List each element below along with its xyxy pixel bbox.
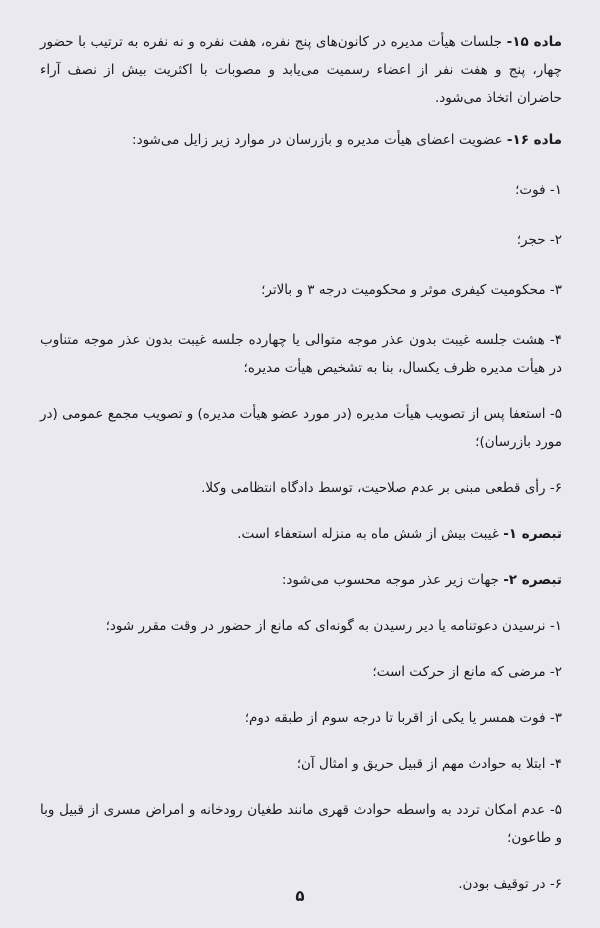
note-2-item-3: ۳- فوت همسر یا یکی از اقربا تا درجه سوم از طبقه دوم؛: [244, 710, 562, 726]
note-2-item-6: ۶- در توقیف بودن.: [458, 876, 562, 892]
note-2-item-1: ۱- نرسیدن دعوتنامه یا دیر رسیدن به گونه‌ای که مانع از حضور در وقت مقرر شود؛: [105, 618, 562, 634]
article-16-item-1: ۱- فوت؛: [515, 182, 562, 198]
note-2-item-4: ۴- ابتلا به حوادث مهم از قبیل حریق و امثال آن؛: [296, 756, 562, 772]
article-16-item-6: ۶- رأی قطعی مبنی بر عدم صلاحیت، توسط دادگاه انتظامی وکلا.: [201, 480, 562, 496]
note-1-text: غیبت بیش از شش ماه به منزله استعفاء است.: [237, 526, 504, 542]
note-2-heading: تبصره ۲-: [503, 572, 562, 588]
page-number: ۵: [295, 887, 305, 905]
note-2-intro-paragraph: [40, 566, 562, 594]
note-1-heading: تبصره ۱-: [503, 526, 562, 542]
article-15-text: جلسات هیأت مدیره در کانون‌های پنج نفره، هفت نفره و نه نفره به ترتیب با حضور چهار، پنج و هفت نفر از اعضاء رسمیت می‌یابد و مصوبات با اکثریت بیش از نصف آراء حاضران اتخاذ می‌شود.: [40, 34, 562, 106]
article-15-paragraph: [40, 28, 562, 112]
article-16-item-5: ۵- استعفا پس از تصویب هیأت مدیره (در مورد عضو هیأت مدیره) و تصویب مجمع عمومی (در مورد بازرسان)؛: [40, 406, 562, 450]
note-2-item-5: ۵- عدم امکان تردد به واسطه حوادث قهری مانند طغیان رودخانه و امراض مسری از قبیل وبا و طاعون؛: [40, 802, 562, 846]
note-2-item-2: ۲- مرضی که مانع از حرکت است؛: [372, 664, 562, 680]
note-2-intro: جهات زیر عذر موجه محسوب می‌شود:: [281, 572, 504, 588]
article-16-intro-paragraph: [40, 126, 562, 154]
article-15-heading: ماده ۱۵-: [506, 34, 562, 50]
article-16-item-4: ۴- هشت جلسه غیبت بدون عذر موجه متوالی یا چهارده جلسه غیبت بدون عذر موجه متناوب در هیأت مدیره ظرف یکسال، بنا به تشخیص هیأت مدیره؛: [40, 332, 562, 376]
note-1-paragraph: [40, 520, 562, 548]
article-16-item-3: ۳- محکومیت کیفری موثر و محکومیت درجه ۳ و بالاتر؛: [261, 282, 562, 298]
article-16-heading: ماده ۱۶-: [506, 132, 562, 148]
article-16-intro: عضویت اعضای هیأت مدیره و بازرسان در موارد زیر زایل می‌شود:: [132, 132, 507, 148]
article-16-item-2: ۲- حجر؛: [516, 232, 562, 248]
